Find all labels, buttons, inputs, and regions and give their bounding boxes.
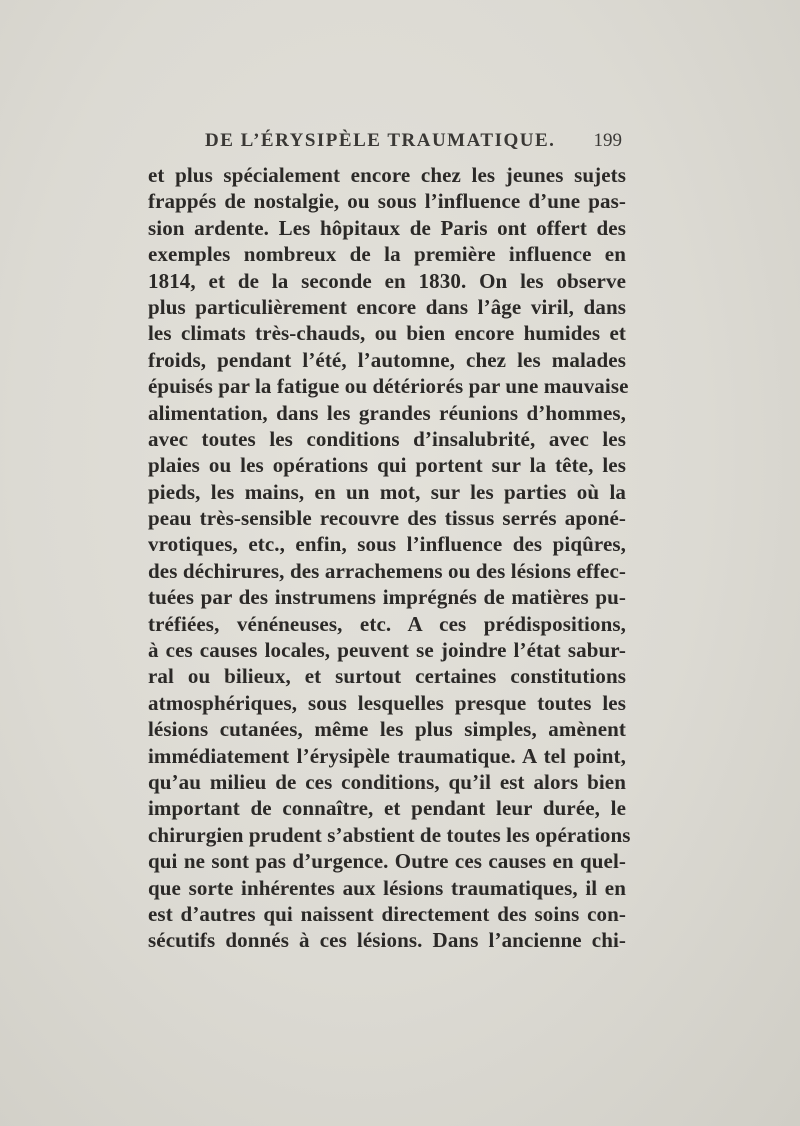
text-line: qui ne sont pas d’urgence. Outre ces causes en quel- xyxy=(148,849,626,874)
text-line: est d’autres qui naissent directement des soins con- xyxy=(148,901,626,926)
text-line: pieds, les mains, en un mot, sur les parties où la xyxy=(148,479,626,504)
text-line: vrotiques, etc., enfin, sous l’influence des piqûres, xyxy=(148,532,626,557)
text-line: atmosphériques, sous lesquelles presque toutes les xyxy=(148,690,626,715)
text-line: peau très-sensible recouvre des tissus serrés aponé- xyxy=(148,506,626,531)
text-line: tuées par des instrumens imprégnés de matières pu- xyxy=(148,585,626,610)
text-line: exemples nombreux de la première influence en xyxy=(148,242,626,267)
text-line: des déchirures, des arrachemens ou des lésions effec- xyxy=(148,558,626,583)
text-line: sion ardente. Les hôpitaux de Paris ont offert des xyxy=(148,215,626,240)
text-line: sécutifs donnés à ces lésions. Dans l’ancienne chi- xyxy=(148,928,626,953)
text-line: à ces causes locales, peuvent se joindre l’état sabur- xyxy=(148,638,626,663)
text-line: que sorte inhérentes aux lésions traumatiques, il en xyxy=(148,875,626,900)
text-line: 1814, et de la seconde en 1830. On les observe xyxy=(148,268,626,293)
text-line: épuisés par la fatigue ou détériorés par une mauvaise xyxy=(148,374,629,399)
text-line: alimentation, dans les grandes réunions d’hommes, xyxy=(148,400,626,425)
text-line: plus particulièrement encore dans l’âge viril, dans xyxy=(148,294,626,319)
text-line: important de connaître, et pendant leur durée, le xyxy=(148,796,626,821)
text-line: ral ou bilieux, et surtout certaines constitutions xyxy=(148,664,626,689)
text-line: plaies ou les opérations qui portent sur la tête, les xyxy=(148,453,626,478)
text-line: les climats très-chauds, ou bien encore humides et xyxy=(148,321,626,346)
text-line: et plus spécialement encore chez les jeunes sujets xyxy=(148,163,626,187)
page-number: 199 xyxy=(593,130,622,151)
running-title: DE L’ÉRYSIPÈLE TRAUMATIQUE. xyxy=(205,130,556,151)
text-line: immédiatement l’érysipèle traumatique. A tel point, xyxy=(148,743,626,768)
text-line: avec toutes les conditions d’insalubrité, avec les xyxy=(148,426,626,451)
text-line: froids, pendant l’été, l’automne, chez les malades xyxy=(148,347,626,372)
text-line: qu’au milieu de ces conditions, qu’il est alors bien xyxy=(148,769,626,794)
text-line: chirurgien prudent s’abstient de toutes les opérations xyxy=(148,822,631,847)
text-line: tréfiées, vénéneuses, etc. A ces prédispositions, xyxy=(148,611,626,636)
body-text xyxy=(148,162,631,954)
text-line: frappés de nostalgie, ou sous l’influence d’une pas- xyxy=(148,189,626,214)
text-line: lésions cutanées, même les plus simples, amènent xyxy=(148,717,626,742)
page-header xyxy=(150,130,630,158)
